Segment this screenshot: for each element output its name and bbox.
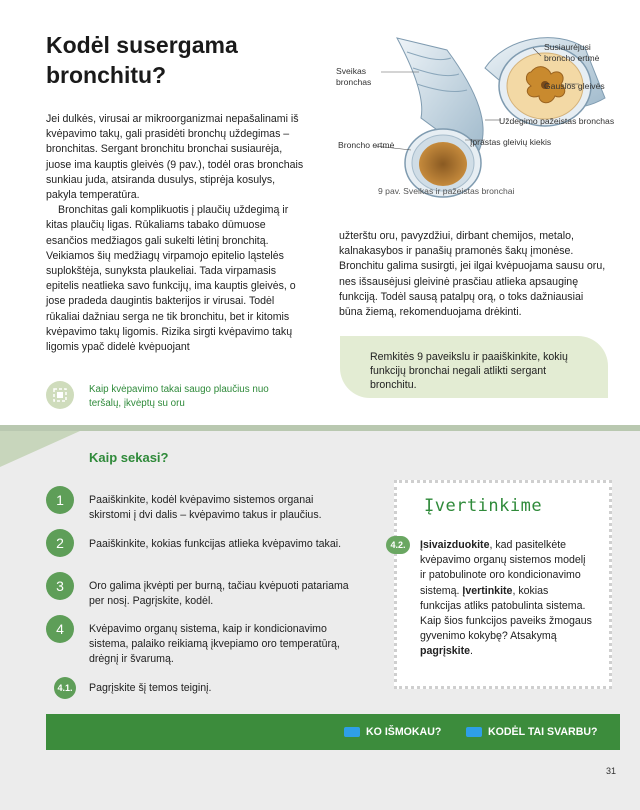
label-excess-mucus: Gausios gleivės: [544, 81, 605, 91]
question-number-4-1: 4.1.: [54, 677, 76, 699]
evaluate-keyword: Įvertinkite: [462, 584, 513, 597]
right-column: [339, 229, 609, 320]
question-callout-text: Remkitės 9 paveikslu ir paaiškinkite, kokių funkcijų bronchai negali atlikti sergant bronchitu.: [370, 351, 568, 392]
question-4-1-text: Pagrįskite šį temos teiginį.: [89, 682, 212, 694]
label-normal-mucus: Įprastas gleivių kiekis: [470, 137, 552, 147]
left-column: [46, 112, 308, 355]
question-number-4-2: 4.2.: [386, 536, 410, 554]
page-number: 31: [606, 766, 617, 776]
paragraph-polluted-air: užterštu oru, pavyzdžiui, dirbant chemijos, metalo, kalnakasybos ir panašių pramonės šakų įmonėse. Bronchitu galima susirgti, jei ilgai kvėpuojama sausu oru, nes išsausėjusi gleivinė prasčiau atlieka apsauginę funkciją. Todėl sausą patalpų orą, o toks dažniausiai būna žiemą, rekomenduojama drėkinti.: [339, 230, 606, 319]
question-1-text: Paaiškinkite, kodėl kvėpavimo sistemos organai skirstomi į dvi dalis – kvėpavimo takus ir plaučius.: [89, 494, 322, 522]
question-number-4: 4: [46, 615, 74, 643]
reminder-icon: [46, 381, 74, 409]
evaluation-text-part1: , kad pasitelkėte kvėpavimo organų sistemos modelį ir patobulinote oro kondicionavimo sistemą.: [420, 539, 586, 597]
evaluation-text-part3: .: [470, 645, 473, 658]
question-2-text: Paaiškinkite, kokias funkcijas atlieka kvėpavimo takai.: [89, 538, 342, 550]
review-section-corner: [0, 431, 80, 467]
why-important-link[interactable]: KODĖL TAI SVARBU?: [488, 726, 598, 738]
paragraph-bronchitis-complications: Bronchitas gali komplikuotis į plaučių uždegimą ir kitas plaučių ligas. Rūkaliams tabako dūmuose esančios medžiagos gali sukelti lėtinį bronchitą. Veikiamos šių medžiagų virpamojo epitelio ląstelės suplokštėja, sunyksta plaukeliai. Tada virpamasis epitelis neatlieka savo funkcijų, ima kauptis gleivės, o jose pradeda daugintis bakterijos ir virusai. Todėl rūkaliai dažniau serga ne tik bronchitu, bet ir kitomis kvėpavimo takų ligomis. Rizika sirgti kvėpavimo takų ligomis ypač didelė kvėpuojant: [46, 204, 296, 354]
question-number-3: 3: [46, 572, 74, 600]
page-title: Kodėl susergama bronchitu?: [46, 32, 238, 88]
question-3-text: Oro galima įkvėpti per burną, tačiau kvėpuoti patariama per nosį. Pagrįskite, kodėl.: [89, 580, 349, 608]
question-4-text: Kvėpavimo organų sistema, kaip ir kondicionavimo sistema, palaiko reikiamą įkvepiamo oro temperatūrą, drėgnį ir švarumą.: [89, 623, 340, 666]
reminder-link[interactable]: Kaip kvėpavimo takai saugo plaučius nuo teršalų, įkvėptų su oru: [89, 384, 269, 409]
figure-caption: 9 pav. Sveikas ir pažeistas bronchai: [378, 186, 515, 196]
review-section-divider: [0, 425, 640, 431]
evaluation-text-part2: , kokias funkcijas atliks patobulinta sistema. Kaip šios funkcijos paveiks žmogaus gyvenimo kokybę? Atsakymą: [420, 584, 592, 643]
label-bronchus-cavity: Broncho ertmė: [338, 140, 395, 150]
what-i-learned-link[interactable]: KO IŠMOKAU?: [366, 726, 442, 738]
evaluation-title: Įvertinkime: [424, 496, 543, 516]
question-number-1: 1: [46, 486, 74, 514]
question-number-2: 2: [46, 529, 74, 557]
folder-icon: [466, 727, 482, 737]
imagine-keyword: Įsivaizduokite: [420, 539, 490, 551]
review-title: Kaip sekasi?: [89, 450, 169, 465]
evaluation-text: [420, 538, 592, 660]
justify-keyword: pagrįskite: [420, 645, 471, 658]
label-healthy-bronchus: Sveikas bronchas: [336, 66, 372, 87]
label-narrowed-cavity: Susiaurėjusi broncho ertmė: [544, 42, 600, 63]
folder-icon: [344, 727, 360, 737]
label-inflamed-bronchus: Uždegimo pažeistas bronchas: [499, 116, 615, 126]
question-callout: [340, 336, 608, 398]
paragraph-bronchitis-intro: Jei dulkės, virusai ar mikroorganizmai nepašalinami iš kvėpavimo takų, gali prasidėti bronchų uždegimas – bronchitas. Sergant bronchitu bronchai susiaurėja, juose ima kauptis gleivės (9 pav.), todėl oras bronchais sunkiau juda, atsiranda dusulys, stiprėja kosulys, pakyla temperatūra.: [46, 113, 304, 202]
